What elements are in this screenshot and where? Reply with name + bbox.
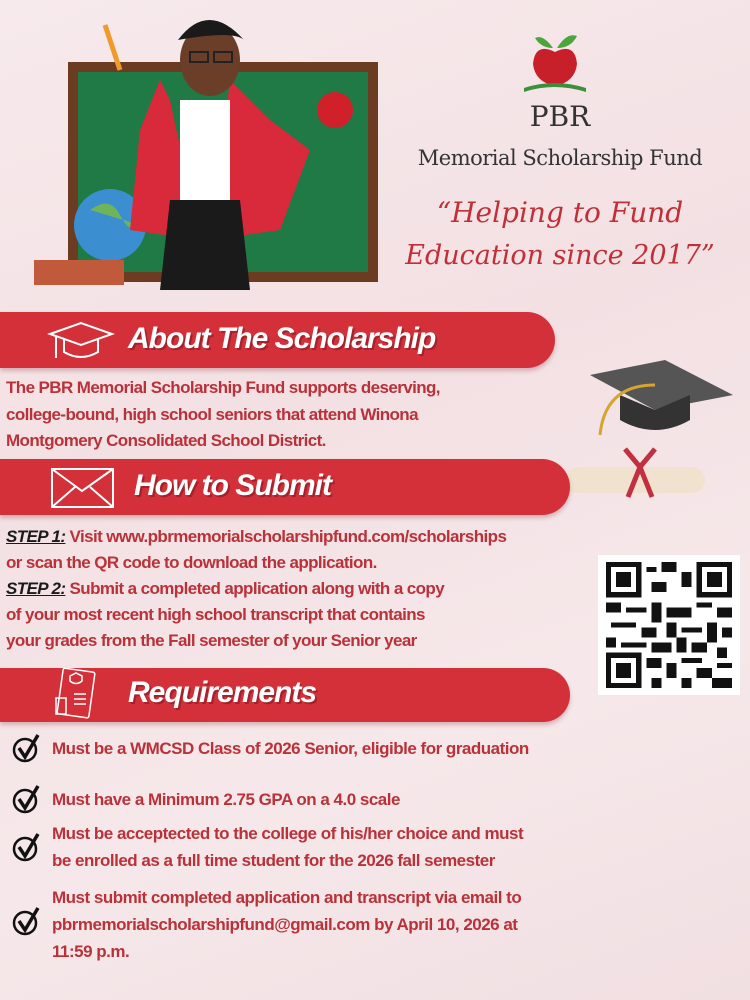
step1-label: STEP 1: xyxy=(6,527,66,546)
about-line: college-bound, high school seniors that attend Winona xyxy=(6,404,418,424)
tagline-line1: “Helping to Fund xyxy=(436,196,684,229)
teacher-illustration xyxy=(30,10,380,295)
graduation-cap-decoration-icon xyxy=(585,355,735,445)
tagline-line2: Education since 2017” xyxy=(405,240,715,271)
step1-text: Visit www.pbrmemorialscholarshipfund.com/scholarships xyxy=(65,527,507,546)
requirement-item: Must submit completed application and transcript via email to pbrmemorialscholarshipfund@gmail.com by April 10, 2026 at 11:59 p.m. xyxy=(52,888,522,961)
graduation-cap-icon xyxy=(46,320,116,364)
step2-text: Submit a completed application along with a copy xyxy=(65,579,445,598)
step2-text: your grades from the Fall semester of your Senior year xyxy=(6,631,417,650)
about-heading: About The Scholarship xyxy=(128,322,436,355)
step2-label: STEP 2: xyxy=(6,579,66,598)
submit-steps xyxy=(6,524,506,654)
checkmark-icon xyxy=(12,832,42,862)
apple-logo-icon xyxy=(520,28,590,98)
requirement-item: Must be a WMCSD Class of 2026 Senior, eligible for graduation xyxy=(52,739,529,758)
requirement-item: Must be acceptected to the college of his/her choice and must be enrolled as a full time student for the 2026 fall semester xyxy=(52,824,524,870)
logo-initials: PBR xyxy=(529,100,591,133)
requirements-heading: Requirements xyxy=(128,676,317,709)
diploma-decoration-icon xyxy=(560,445,710,505)
checkmark-icon xyxy=(12,784,42,814)
qr-code[interactable] xyxy=(598,555,740,695)
submit-banner xyxy=(0,459,570,515)
checklist-document-icon xyxy=(48,668,108,724)
about-line: The PBR Memorial Scholarship Fund supports deserving, xyxy=(6,378,440,397)
step2-text: of your most recent high school transcript that contains xyxy=(6,605,425,624)
submit-heading: How to Submit xyxy=(134,469,331,502)
logo-name: Memorial Scholarship Fund xyxy=(417,146,703,170)
about-line: Montgomery Consolidated School District. xyxy=(6,431,326,450)
checkmark-icon xyxy=(12,906,42,936)
about-banner xyxy=(0,312,555,368)
requirement-item: Must have a Minimum 2.75 GPA on a 4.0 scale xyxy=(52,790,400,809)
step1-text: or scan the QR code to download the application. xyxy=(6,553,377,572)
about-text xyxy=(6,375,440,455)
requirements-banner xyxy=(0,668,570,722)
checkmark-icon xyxy=(12,733,42,763)
envelope-icon xyxy=(50,467,115,509)
